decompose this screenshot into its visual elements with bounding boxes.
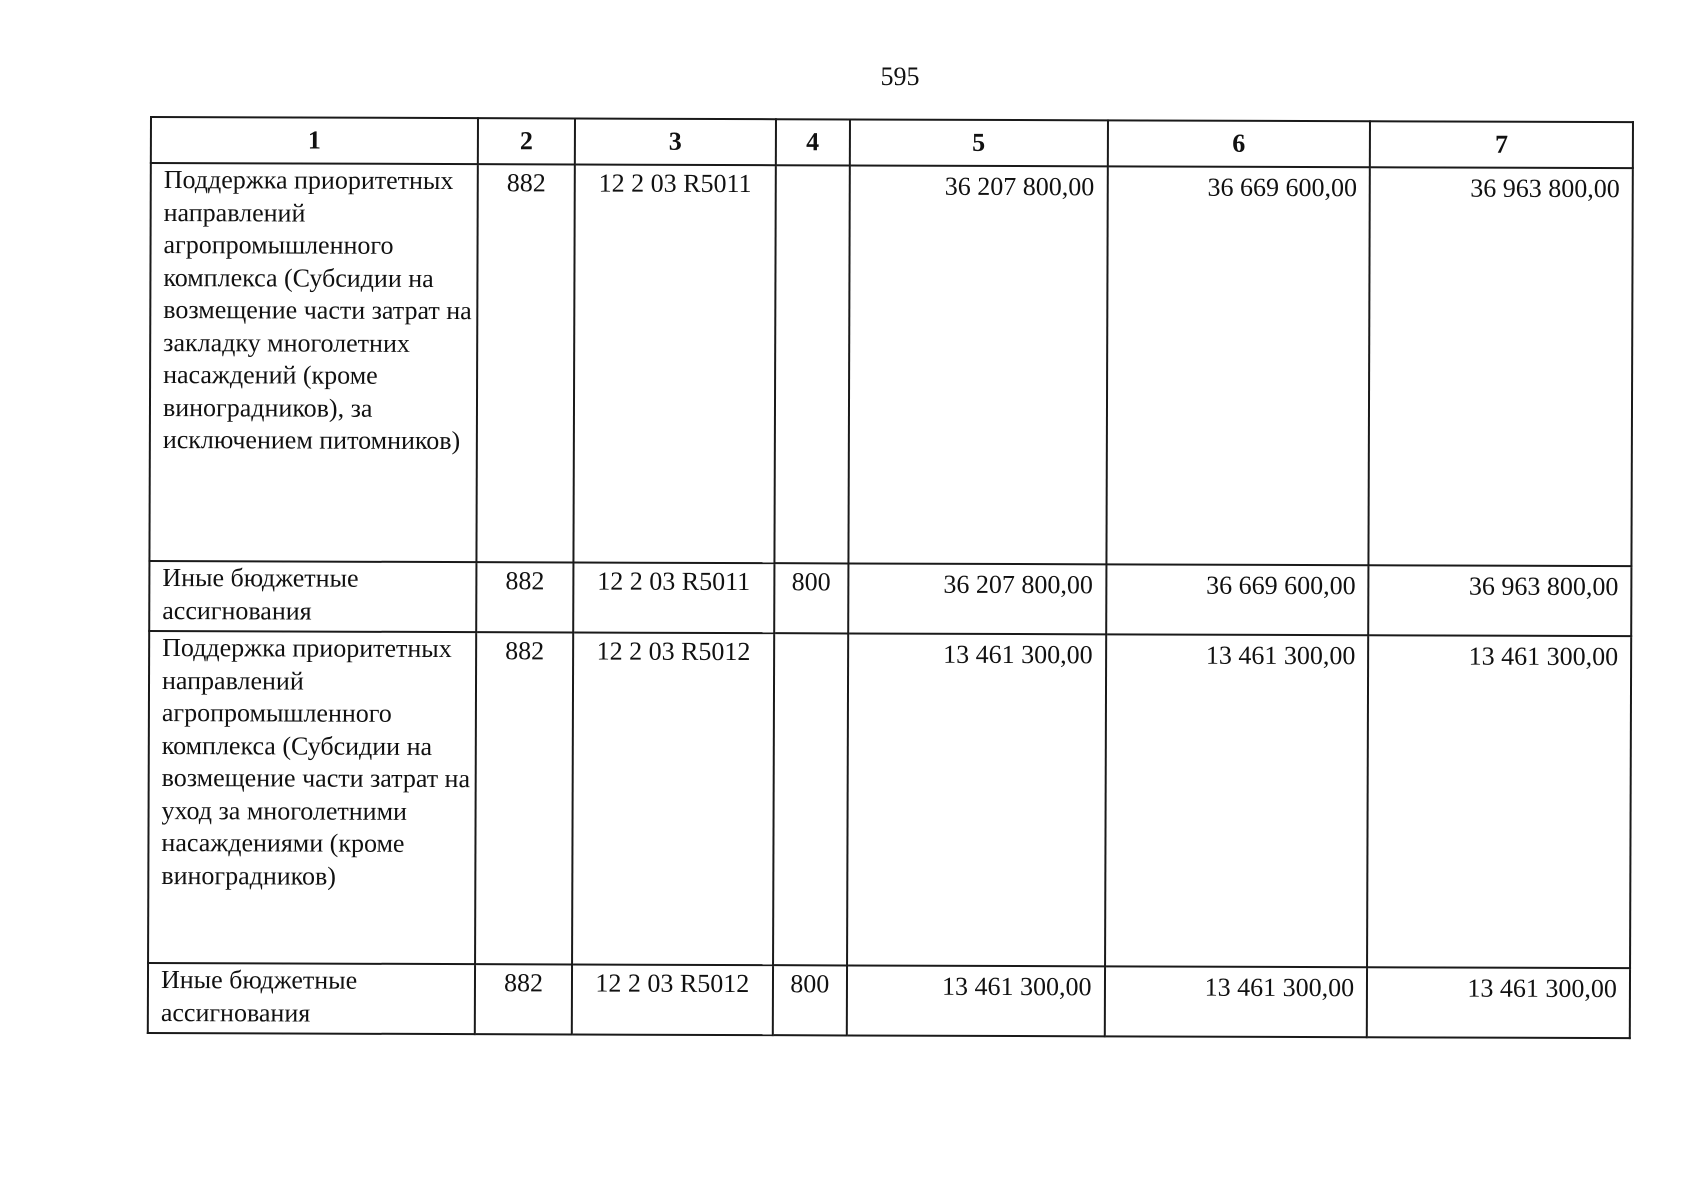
row-target-code: 12 2 03 R5012 [572, 964, 773, 1035]
table-row [149, 561, 1631, 636]
page-number: 595 [880, 62, 920, 91]
row-admin-code: 882 [476, 164, 575, 562]
header-col-2: 2 [478, 118, 575, 164]
row-amount-col7: 36 963 800,00 [1369, 167, 1633, 566]
header-col-6: 6 [1107, 120, 1370, 167]
row-expense-type [774, 165, 850, 563]
row-expense-type: 800 [774, 563, 848, 633]
row-amount-col7: 13 461 300,00 [1367, 635, 1631, 968]
row-amount-col6: 13 461 300,00 [1105, 634, 1369, 967]
header-col-7: 7 [1370, 121, 1633, 168]
row-name: Иные бюджетные ассигнования [148, 963, 475, 1034]
row-target-code: 12 2 03 R5011 [574, 164, 776, 563]
budget-table [147, 116, 1634, 1039]
row-target-code: 12 2 03 R5012 [572, 632, 774, 965]
row-name: Поддержка приоритетных направлений агропромышленного комплекса (Субсидии на возмещение части затрат на уход за многолетними насаждениями (кроме виноградников) [148, 631, 476, 964]
row-amount-col6: 13 461 300,00 [1104, 966, 1367, 1037]
row-name: Иные бюджетные ассигнования [149, 561, 476, 632]
header-col-4: 4 [775, 119, 849, 165]
header-col-5: 5 [850, 119, 1108, 166]
row-amount-col5: 36 207 800,00 [848, 563, 1106, 634]
row-amount-col7: 36 963 800,00 [1368, 565, 1631, 636]
row-admin-code: 882 [475, 632, 573, 964]
table-row [149, 163, 1632, 566]
table-row [148, 963, 1630, 1038]
row-expense-type: 800 [772, 965, 846, 1035]
row-amount-col5: 13 461 300,00 [847, 633, 1106, 966]
row-amount-col6: 36 669 600,00 [1106, 564, 1369, 635]
header-col-1: 1 [151, 117, 478, 164]
row-expense-type [773, 633, 848, 965]
row-amount-col6: 36 669 600,00 [1106, 166, 1370, 565]
row-amount-col5: 13 461 300,00 [847, 965, 1105, 1036]
row-admin-code: 882 [475, 964, 572, 1034]
table-row [148, 631, 1631, 968]
row-amount-col7: 13 461 300,00 [1367, 967, 1630, 1038]
header-col-3: 3 [575, 118, 776, 165]
header-row [151, 117, 1633, 168]
row-name: Поддержка приоритетных направлений агропромышленного комплекса (Субсидии на возмещение части затрат на закладку многолетних насаждений (кроме виноградников), за исключением питомников) [149, 163, 477, 562]
row-amount-col5: 36 207 800,00 [848, 165, 1107, 564]
row-target-code: 12 2 03 R5011 [573, 562, 774, 633]
row-admin-code: 882 [476, 562, 573, 632]
